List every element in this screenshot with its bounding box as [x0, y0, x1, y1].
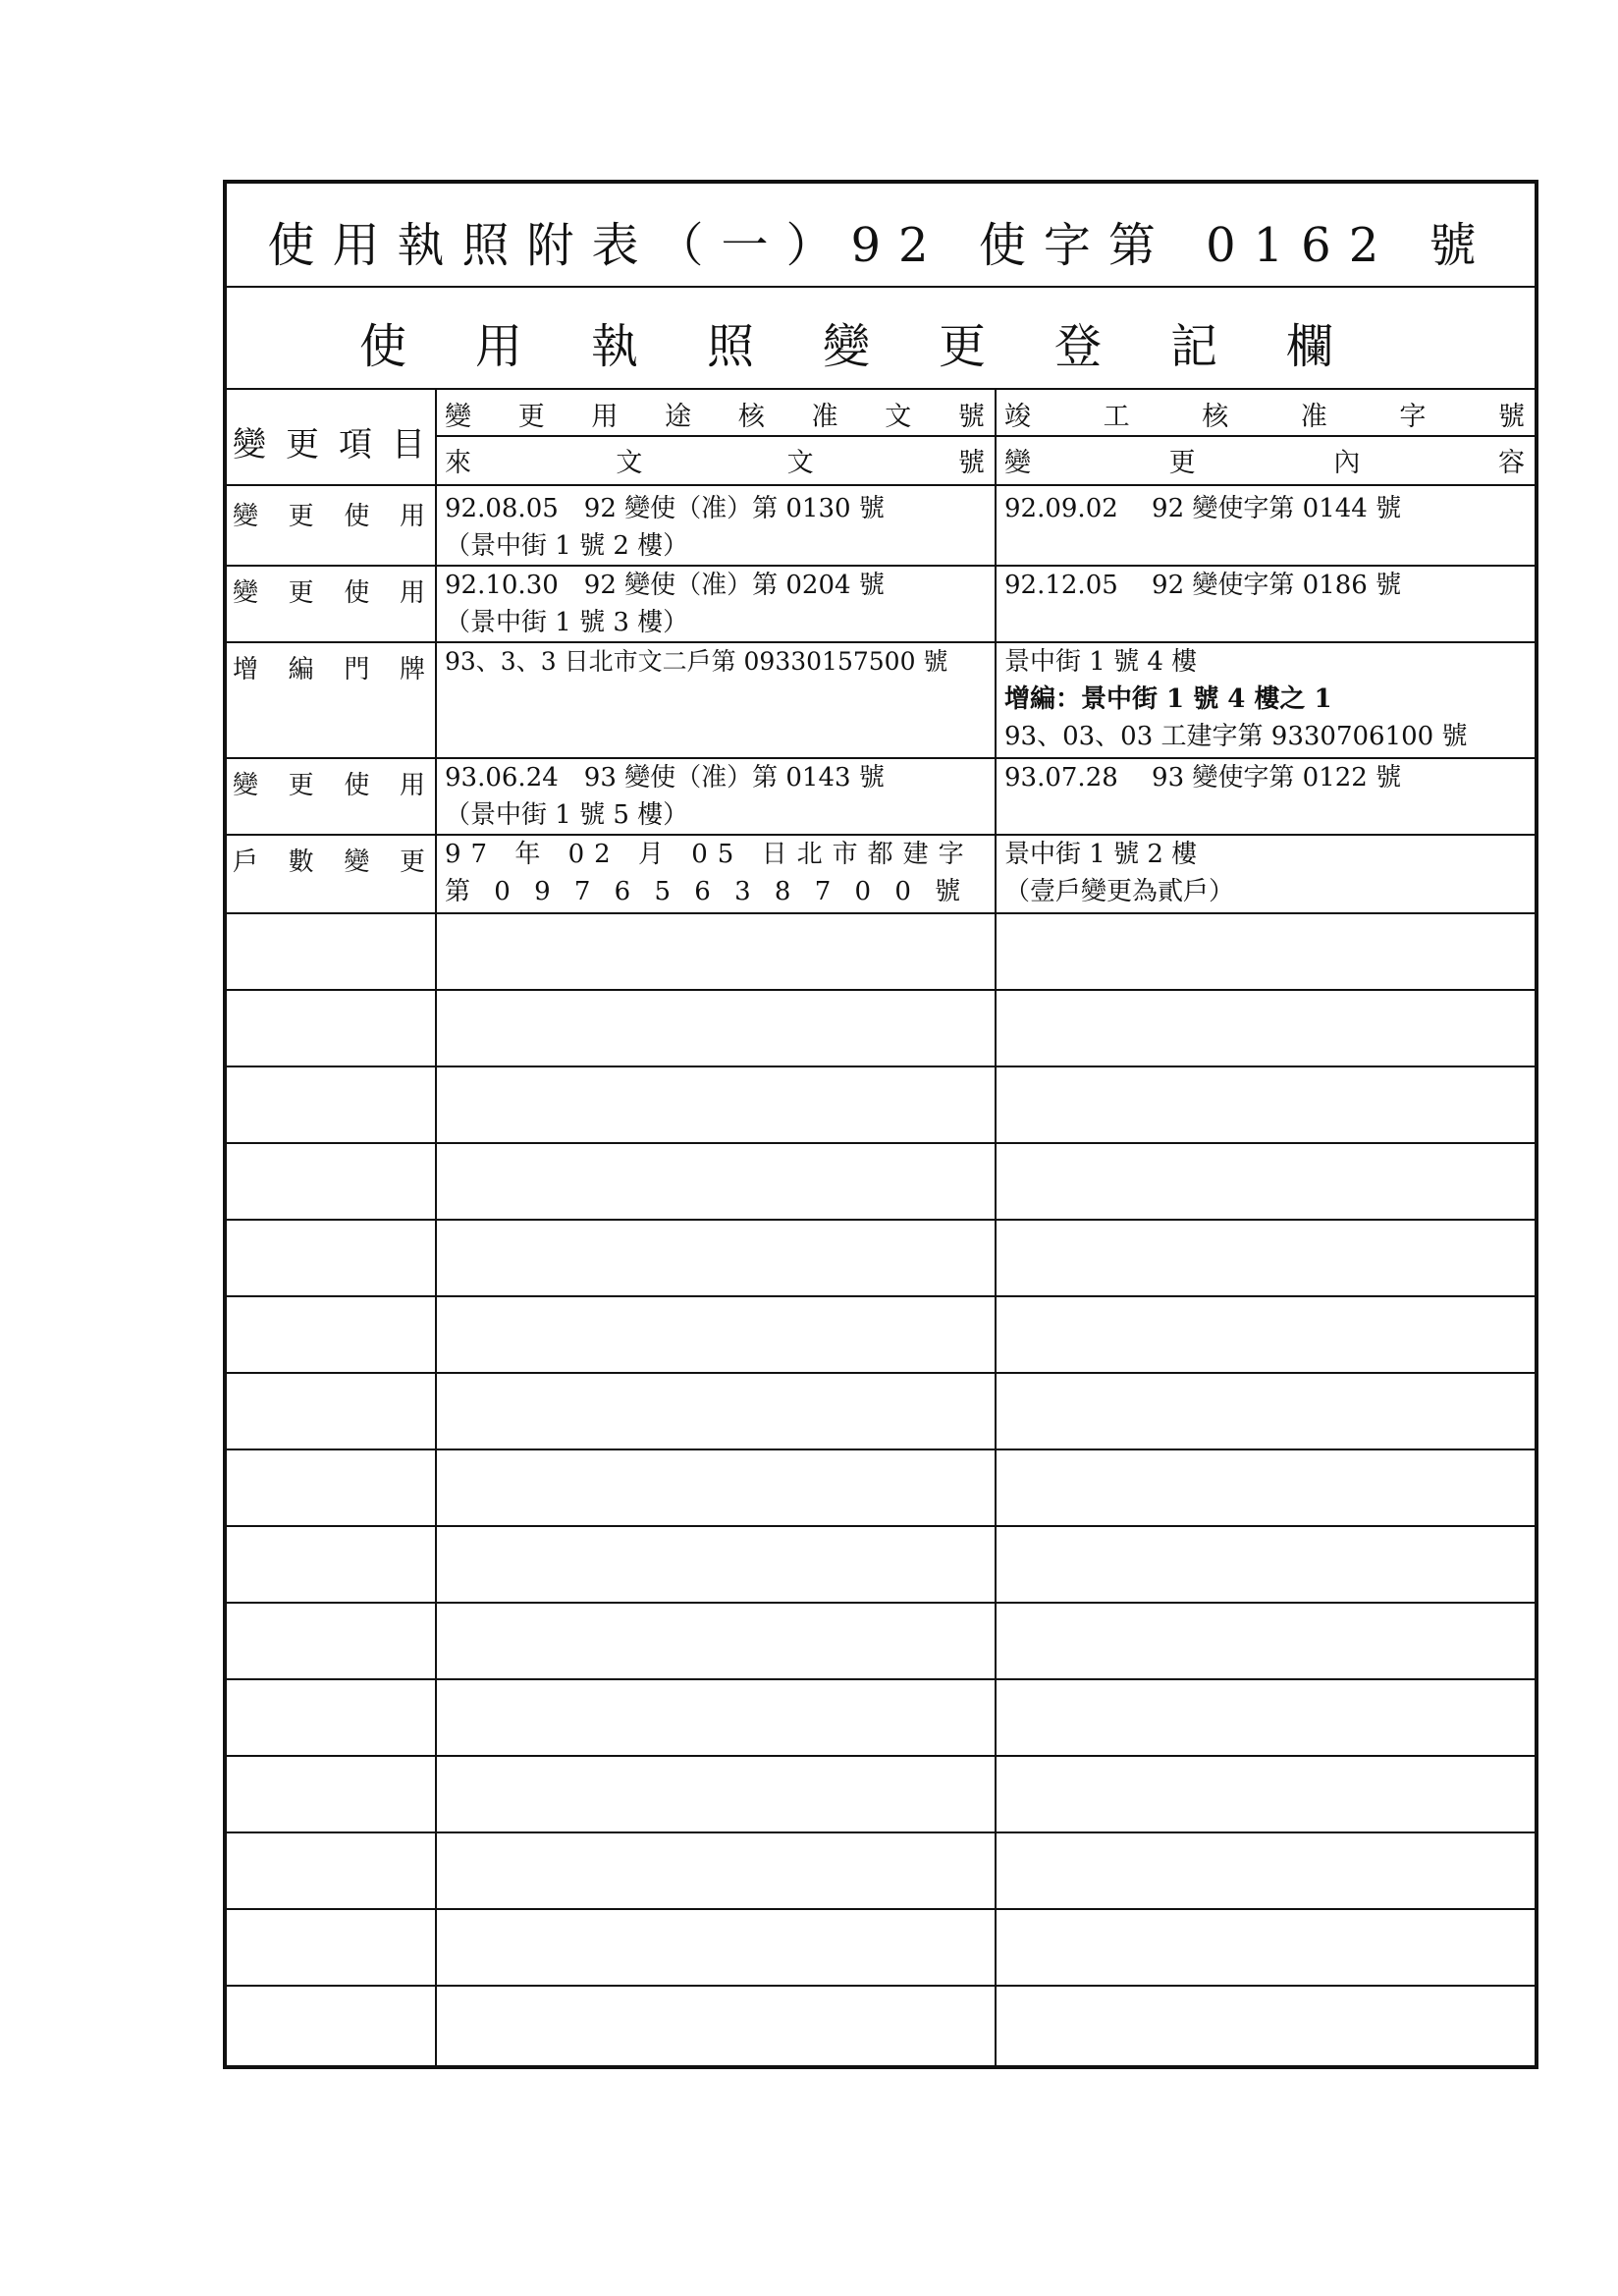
label-char: 戶: [233, 847, 259, 877]
label-char: 更: [399, 847, 425, 877]
row-1-result-line1: 92.09.02 92 變使字第 0144 號: [1004, 494, 1402, 523]
label-char: 變: [445, 402, 471, 432]
registration-form: [223, 180, 1538, 2069]
empty-row-divider: [227, 1755, 1535, 1757]
label-char: 使: [344, 771, 370, 800]
empty-row-divider: [227, 1372, 1535, 1374]
column-divider: [995, 388, 997, 2069]
empty-row-divider: [227, 1219, 1535, 1221]
label-char: 變: [1004, 448, 1031, 478]
row-3-item: [233, 649, 425, 685]
label-char: 用: [399, 771, 425, 800]
label-char: 准: [811, 402, 838, 432]
divider: [227, 388, 1535, 390]
label-char: 數: [288, 847, 314, 877]
label-char: 編: [288, 655, 314, 684]
header-approval-doc: [445, 395, 985, 433]
empty-row-divider: [227, 1066, 1535, 1067]
form-subtitle: 使用執照變更登記欄: [358, 319, 1402, 374]
row-4-doc-line2: （景中街 1 號 5 樓）: [445, 800, 689, 830]
empty-row-divider: [227, 989, 1535, 991]
row-2-doc-line1: 92.10.30 92 變使（准）第 0204 號: [445, 571, 885, 600]
label-char: 更: [517, 402, 545, 432]
row-2-item: [233, 573, 425, 609]
label-char: 牌: [399, 655, 425, 684]
header-divider: [435, 435, 1535, 437]
label-char: 容: [1497, 448, 1525, 478]
row-4-doc-line1: 93.06.24 93 變使（准）第 0143 號: [445, 763, 885, 793]
divider: [227, 484, 1535, 486]
label-char: 字: [1399, 402, 1427, 432]
label-char: 目: [392, 425, 425, 465]
header-item-label: [233, 417, 425, 465]
label-char: 文: [885, 402, 912, 432]
row-4-result-line1: 93.07.28 93 變使字第 0122 號: [1004, 763, 1402, 793]
label-char: 內: [1333, 448, 1361, 478]
empty-row-divider: [227, 1985, 1535, 1987]
row-4-item: [233, 765, 425, 801]
label-char: 用: [399, 578, 425, 608]
label-char: 使: [344, 502, 370, 531]
label-char: 增: [233, 655, 259, 684]
label-char: 變: [233, 502, 259, 531]
row-1-doc-line1: 92.08.05 92 變使（准）第 0130 號: [445, 494, 885, 523]
row-divider: [227, 912, 1535, 914]
header-incoming-doc: [445, 441, 985, 479]
header-completion: [1004, 395, 1525, 433]
divider: [227, 286, 1535, 288]
label-char: 變: [233, 425, 266, 465]
row-3-doc-line1: 93、3、3 日北市文二戶第 09330157500 號: [445, 647, 948, 676]
empty-row-divider: [227, 1602, 1535, 1604]
label-char: 文: [616, 448, 643, 478]
row-2-result-line1: 92.12.05 92 變使字第 0186 號: [1004, 571, 1402, 600]
label-char: 更: [286, 425, 319, 465]
label-char: 更: [288, 502, 314, 531]
label-char: 用: [591, 402, 619, 432]
row-5-doc-line2: 第 0 9 7 6 5 6 3 8 7 0 0 號: [445, 877, 969, 906]
empty-row-divider: [227, 1908, 1535, 1910]
label-char: 核: [1202, 402, 1229, 432]
label-char: 門: [344, 655, 370, 684]
label-char: 更: [288, 771, 314, 800]
label-char: 准: [1300, 402, 1327, 432]
empty-row-divider: [227, 1525, 1535, 1527]
label-char: 變: [233, 771, 259, 800]
label-char: 號: [1497, 402, 1525, 432]
label-char: 變: [344, 847, 370, 877]
form-title: 使用執照附表（一）92 使字第 0162 號: [267, 218, 1494, 273]
label-char: 變: [233, 578, 259, 608]
row-5-result-line2: （壹戶變更為貳戶）: [1004, 877, 1235, 906]
label-char: 號: [957, 402, 985, 432]
label-char: 竣: [1004, 402, 1031, 432]
label-char: 來: [445, 448, 471, 478]
label-char: 號: [957, 448, 985, 478]
label-char: 工: [1103, 402, 1130, 432]
empty-row-divider: [227, 1831, 1535, 1833]
row-1-doc-line2: （景中街 1 號 2 樓）: [445, 531, 689, 561]
label-char: 使: [344, 578, 370, 608]
empty-row-divider: [227, 1295, 1535, 1297]
empty-row-divider: [227, 1142, 1535, 1144]
empty-row-divider: [227, 1678, 1535, 1680]
row-5-doc-line1: 97 年 02 月 05 日北市都建字: [445, 840, 974, 869]
column-divider: [435, 388, 437, 2069]
row-3-result-line3: 93、03、03 工建字第 9330706100 號: [1004, 722, 1468, 751]
label-char: 用: [399, 502, 425, 531]
row-3-result-line2: 增編：景中街 1 號 4 樓之 1: [1004, 684, 1332, 714]
header-content: [1004, 441, 1525, 479]
label-char: 文: [786, 448, 814, 478]
row-5-result-line1: 景中街 1 號 2 樓: [1004, 840, 1198, 869]
label-char: 途: [665, 402, 692, 432]
label-char: 更: [1168, 448, 1196, 478]
row-2-doc-line2: （景中街 1 號 3 樓）: [445, 608, 689, 637]
empty-row-divider: [227, 1449, 1535, 1450]
label-char: 核: [737, 402, 765, 432]
row-3-result-line1: 景中街 1 號 4 樓: [1004, 647, 1198, 677]
row-1-item: [233, 496, 425, 532]
row-5-item: [233, 842, 425, 878]
label-char: 項: [339, 425, 372, 465]
label-char: 更: [288, 578, 314, 608]
